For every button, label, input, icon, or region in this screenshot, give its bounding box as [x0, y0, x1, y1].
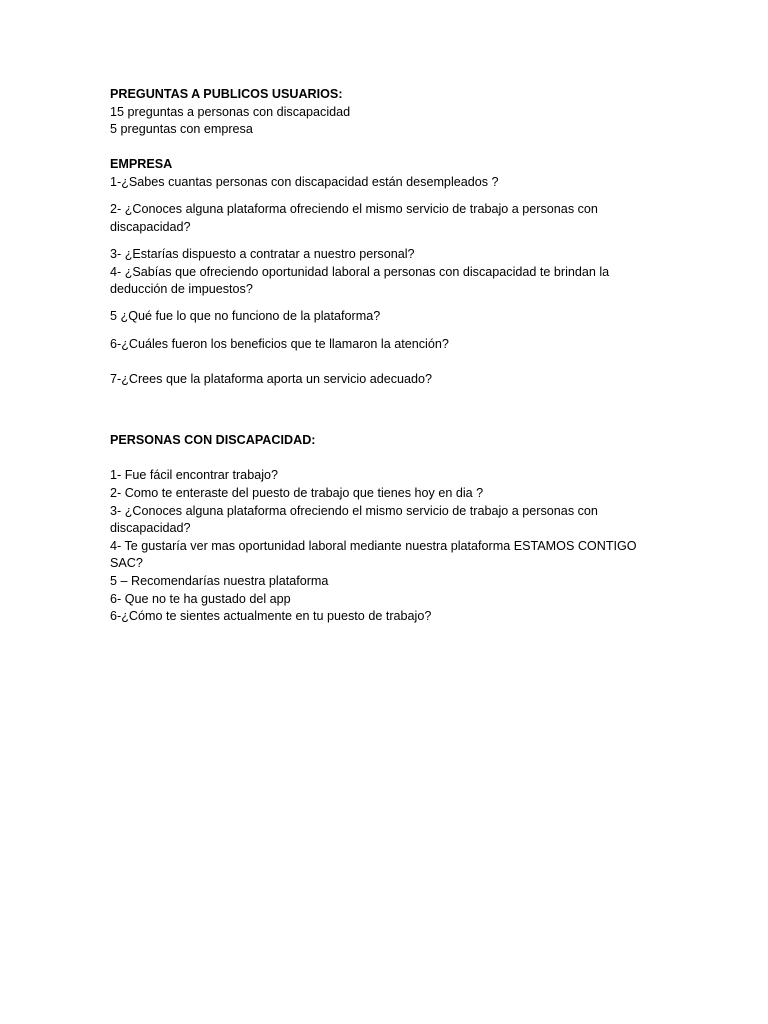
intro-line: 5 preguntas con empresa	[110, 122, 253, 137]
empresa-question: 6-¿Cuáles fueron los beneficios que te llamaron la atención?	[110, 336, 449, 351]
personas-question: 2- Como te enteraste del puesto de trabajo que tienes hoy en dia ?	[110, 486, 484, 501]
personas-question: 5 – Recomendarías nuestra plataforma	[110, 574, 329, 589]
empresa-question: 5 ¿Qué fue lo que no funciono de la plataforma?	[110, 309, 381, 324]
personas-question: 6- Que no te ha gustado del app	[110, 591, 291, 606]
personas-question: 4- Te gustaría ver mas oportunidad laboral mediante nuestra plataforma ESTAMOS CONTIGO SAC?	[110, 538, 637, 571]
empresa-question: 1-¿Sabes cuantas personas con discapacidad están desempleados ?	[110, 174, 499, 189]
empresa-question: 7-¿Crees que la plataforma aporta un servicio adecuado?	[110, 371, 433, 386]
personas-heading: PERSONAS CON DISCAPACIDAD:	[110, 433, 316, 448]
intro-heading: PREGUNTAS A PUBLICOS USUARIOS:	[110, 87, 343, 101]
personas-question: 1- Fue fácil encontrar trabajo?	[110, 468, 279, 483]
personas-question: 6-¿Cómo te sientes actualmente en tu puesto de trabajo?	[110, 609, 432, 624]
empresa-question: 2- ¿Conoces alguna plataforma ofreciendo el mismo servicio de trabajo a personas con discapacidad?	[110, 202, 598, 234]
personas-question: 3- ¿Conoces alguna plataforma ofreciendo el mismo servicio de trabajo a personas con discapacidad?	[110, 503, 598, 536]
document-body	[110, 86, 658, 626]
empresa-question: 3- ¿Estarías dispuesto a contratar a nuestro personal?	[110, 246, 415, 261]
intro-line: 15 preguntas a personas con discapacidad	[110, 104, 351, 119]
empresa-question: 4- ¿Sabías que ofreciendo oportunidad laboral a personas con discapacidad te brindan la deducción de impuestos?	[110, 264, 610, 297]
empresa-heading: EMPRESA	[110, 157, 173, 172]
